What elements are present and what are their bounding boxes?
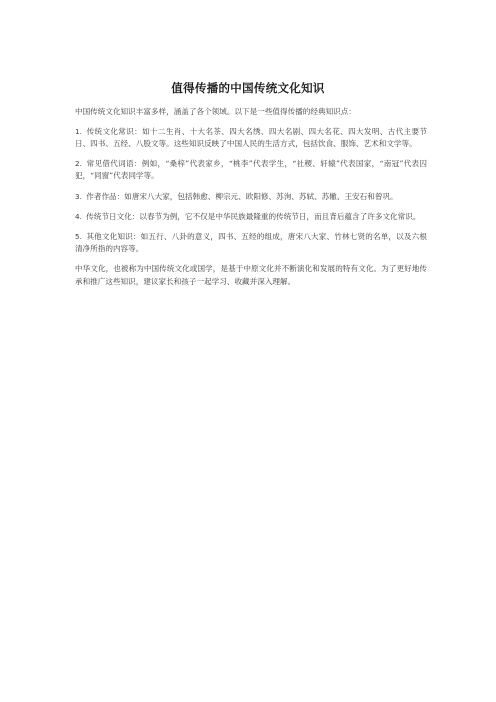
list-item (75, 126, 427, 150)
list-item (75, 158, 427, 182)
list-item-number: 5. (75, 231, 82, 241)
list-item-text: 传统节日文化：以春节为例，它不仅是中华民族最隆重的传统节日，而且背后蕴含了许多文化常识。 (86, 211, 421, 221)
list-item-text: 传统文化常识：如十二生肖、十大名茶、四大名绣、四大名剧、四大名花、四大发明、古代主要节日、四书、五经、八股文等。这些知识反映了中国人民的生活方式，包括饮食、服饰、艺术和文学等。 (75, 126, 427, 148)
list-item (75, 231, 427, 255)
document-body (75, 106, 427, 295)
list-item-text: 常见借代词语：例如，“桑梓”代表家乡，“桃李”代表学生，“社稷、轩辕”代表国家，“南冠”代表囚犯，“同窗”代表同学等。 (75, 159, 427, 181)
conclusion-paragraph: 中华文化，也被称为中国传统文化或国学，是基于中原文化并不断演化和发展的特有文化。为了更好地传承和推广这些知识，建议家长和孩子一起学习、收藏并深入理解。 (75, 264, 427, 286)
intro-paragraph: 中国传统文化知识丰富多样，涵盖了各个领域。以下是一些值得传播的经典知识点： (75, 107, 356, 116)
list-item-number: 1. (75, 126, 82, 136)
list-item-text: 作者作品：如唐宋八大家，包括韩愈、柳宗元、欧阳修、苏洵、苏轼、苏辙、王安石和曾巩。 (86, 191, 398, 201)
list-item-number: 2. (75, 159, 82, 169)
list-item (75, 191, 427, 203)
document-title: 值得传播的中国传统文化知识 (171, 81, 325, 95)
list-item-number: 4. (75, 211, 82, 221)
list-item-text: 其他文化知识：如五行、八卦的意义，四书、五经的组成，唐宋八大家、竹林七贤的名单，以及六根清净所指的内容等。 (75, 231, 428, 254)
list-item (75, 211, 427, 223)
list-item-number: 3. (75, 191, 82, 201)
